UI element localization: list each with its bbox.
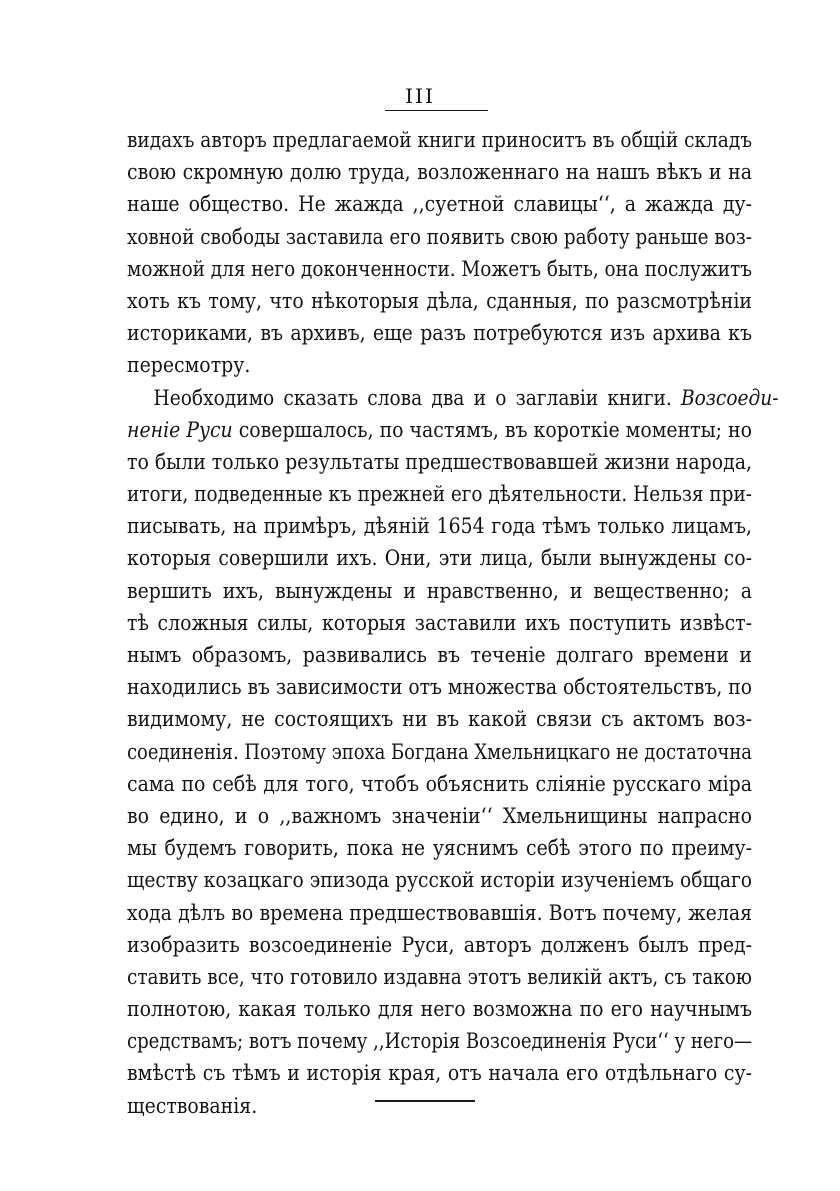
text-line: пересмотру. — [127, 353, 251, 378]
text-span: Необходимо сказать слова два и о заглавіи книги. — [153, 385, 672, 410]
text-line: мы будемъ говорить, пока не уяснимъ себѣ этого по преиму- — [127, 836, 752, 861]
text-line: сама по себѣ для того, чтобъ объяснить сліяніе русскаго міра — [127, 771, 752, 796]
italic-text: неніе Руси — [127, 417, 233, 442]
text-line: нымъ образомъ, развивались въ теченіе долгаго времени и — [127, 643, 752, 667]
text-span: совершалось, по частямъ, въ короткіе моменты; но — [232, 417, 752, 442]
footer-rule — [375, 1100, 475, 1102]
text-line — [127, 382, 779, 414]
text-line: можной для него доконченности. Можетъ быть, она послужитъ — [127, 256, 752, 281]
text-line: хоть къ тому, что нѣкоторыя дѣла, сданныя, по разсмотрѣніи — [127, 288, 752, 313]
text-line: видахъ авторъ предлагаемой книги приноситъ въ общій складъ — [127, 128, 753, 152]
text-line: соединенія. Поэтому эпоха Богдана Хмельницкаго не достаточна — [127, 739, 752, 764]
text-line: ществованія. — [127, 1093, 258, 1118]
text-line: наше общество. Не жажда ,,суетной славицы‘‘, а жажда ду- — [127, 192, 752, 217]
text-line: находились въ зависимости отъ множества обстоятельствъ, по — [127, 675, 753, 700]
body-text — [127, 124, 779, 1122]
text-line: вершить ихъ, вынуждены и нравственно, и вещественно; а — [127, 578, 752, 603]
text-line: писывать, на примѣръ, дѣяній 1654 года тѣмъ только лицамъ, — [127, 514, 752, 539]
text-line: итоги, подведенные къ прежней его дѣятельности. Нельзя при- — [127, 482, 752, 507]
text-line: тѣ сложныя силы, которыя заставили ихъ поступить извѣст- — [127, 610, 752, 635]
text-line — [127, 414, 752, 446]
text-line: полнотою, какая только для него возможна по его научнымъ — [127, 997, 752, 1022]
text-line: то были только результаты предшествовавшей жизни народа, — [127, 449, 752, 474]
text-line: историками, въ архивъ, еще разъ потребуются изъ архива къ — [127, 321, 752, 346]
text-line: средствамъ; вотъ почему ,,Исторія Возсоединенія Руси‘‘ у него— — [127, 1029, 753, 1054]
header-rule — [385, 110, 488, 111]
page-number: III — [405, 84, 435, 108]
text-line: которыя совершили ихъ. Они, эти лица, были вынуждены со- — [127, 546, 752, 571]
text-line: ховной свободы заставила его появить свою работу раньше воз- — [127, 224, 753, 249]
italic-text: Возсоеди- — [680, 385, 779, 410]
text-line: во едино, и о ,,важномъ значеніи‘‘ Хмельнищины напрасно — [127, 803, 752, 828]
text-line: видимому, не состоящихъ ни въ какой связи съ актомъ воз- — [127, 707, 752, 732]
text-line: хода дѣлъ во времена предшествовавшія. Вотъ почему, желая — [127, 900, 752, 925]
text-line: свою скромную долю труда, возложеннаго на нашъ вѣкъ и на — [127, 160, 752, 185]
text-line: ставить все, что готовило издавна этотъ великій актъ, съ такою — [127, 964, 752, 989]
text-line: ществу козацкаго эпизода русской исторіи изученіемъ общаго — [127, 868, 753, 893]
text-line: изобразить возсоединеніе Руси, авторъ долженъ былъ пред- — [127, 932, 752, 957]
text-line: вмѣстѣ съ тѣмъ и исторія края, отъ начала его отдѣльнаго су- — [127, 1061, 752, 1086]
